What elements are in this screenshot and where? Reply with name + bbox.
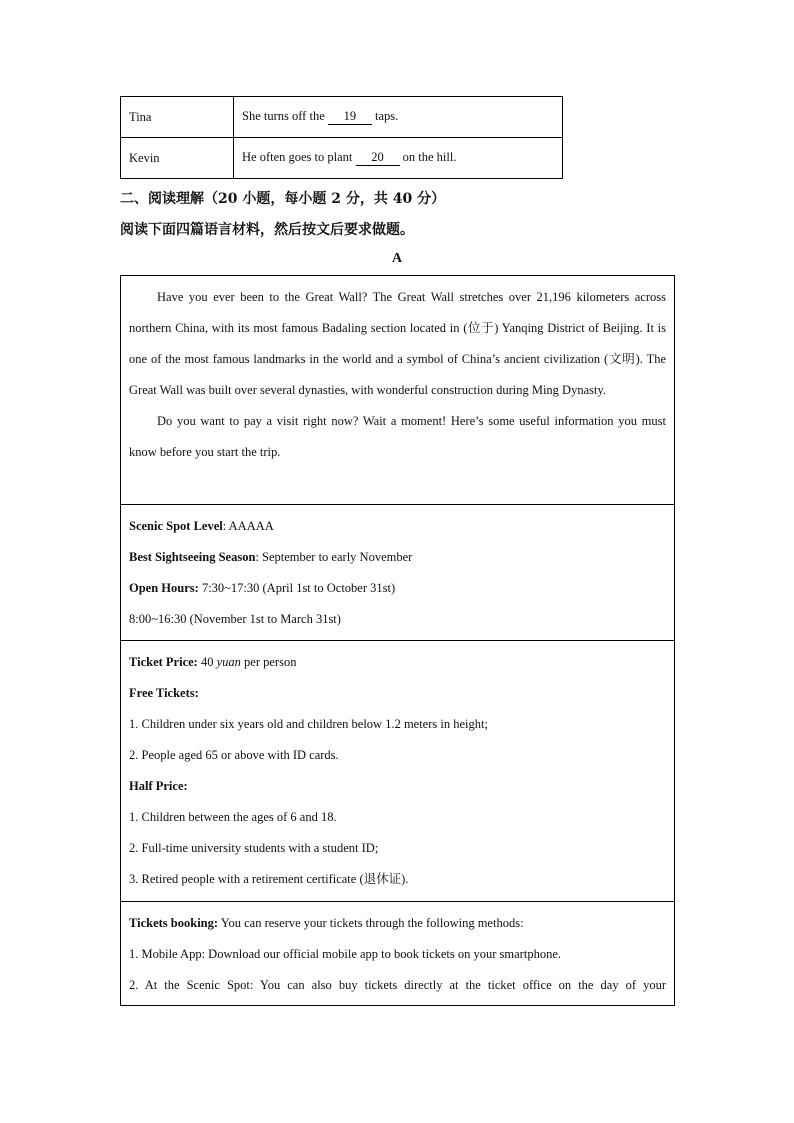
passage-label: A xyxy=(391,251,403,266)
price-suffix: per person xyxy=(240,655,297,669)
intro-box xyxy=(120,275,675,505)
price-amount: 40 xyxy=(197,655,217,669)
info-box xyxy=(120,504,675,641)
sentence-text: taps. xyxy=(371,109,399,123)
info-label: Half Price: xyxy=(129,779,188,793)
sentence-cell xyxy=(234,97,563,138)
sentence-text: He often goes to plant xyxy=(242,150,356,164)
booking-box xyxy=(120,901,675,1006)
blank-number: 20 xyxy=(356,150,400,166)
info-label: Scenic Spot Level xyxy=(129,519,223,533)
person-name: Kevin xyxy=(121,138,234,179)
info-line xyxy=(129,542,666,573)
intro-paragraph: Have you ever been to the Great Wall? The Great Wall stretches over 21,196 kilometers across northern China, with its most famous Badaling section located in (位于) Yanqing District of Beijing. It is one of the most famous landmarks in the world and a symbol of China’s ancient civilization (文明). The Great Wall was built over several dynasties, with wonderful construction during Ming Dynasty. xyxy=(129,290,666,397)
info-label: Open Hours: xyxy=(129,581,199,595)
list-item: 3. Retired people with a retirement certificate (退休证). xyxy=(129,872,409,886)
info-value: You can reserve your tickets through the following methods: xyxy=(218,916,524,930)
list-item: 1. Children under six years old and children below 1.2 meters in height; xyxy=(129,717,488,731)
table-row xyxy=(121,97,563,138)
info-value: : September to early November xyxy=(255,550,413,564)
sentence-cell xyxy=(234,138,563,179)
section-instruction: 阅读下面四篇语言材料，然后按文后要求做题。 xyxy=(120,222,414,238)
info-line xyxy=(129,511,666,542)
ticket-box xyxy=(120,640,675,902)
list-item: 2. At the Scenic Spot: You can also buy tickets directly at the ticket office on the day of your xyxy=(129,978,666,992)
list-item: 1. Children between the ages of 6 and 18. xyxy=(129,810,337,824)
info-label: Free Tickets: xyxy=(129,686,199,700)
info-label: Tickets booking: xyxy=(129,916,219,930)
table-row xyxy=(121,138,563,179)
info-value: : AAAAA xyxy=(222,519,274,533)
info-line xyxy=(129,647,666,678)
intro-paragraph: Do you want to pay a visit right now? Wait a moment! Here’s some useful information you must know before you start the trip. xyxy=(129,414,666,459)
info-label: Ticket Price: xyxy=(129,655,198,669)
person-name: Tina xyxy=(121,97,234,138)
info-line xyxy=(129,908,666,939)
sentence-text: on the hill. xyxy=(399,150,457,164)
info-line xyxy=(129,573,666,604)
list-item: 1. Mobile App: Download our official mobile app to book tickets on your smartphone. xyxy=(129,947,561,961)
info-value: 7:30~17:30 (April 1st to October 31st) xyxy=(198,581,396,595)
price-unit: yuan xyxy=(216,655,241,669)
blank-number: 19 xyxy=(328,109,372,125)
info-label: Best Sightseeing Season xyxy=(129,550,256,564)
section-title: 二、阅读理解（20 小题，每小题 2 分，共 40 分） xyxy=(120,191,446,207)
info-line: 8:00~16:30 (November 1st to March 31st) xyxy=(129,612,341,626)
answer-table xyxy=(120,96,563,179)
list-item: 2. Full-time university students with a student ID; xyxy=(129,841,379,855)
list-item: 2. People aged 65 or above with ID cards. xyxy=(129,748,339,762)
sentence-text: She turns off the xyxy=(242,109,328,123)
